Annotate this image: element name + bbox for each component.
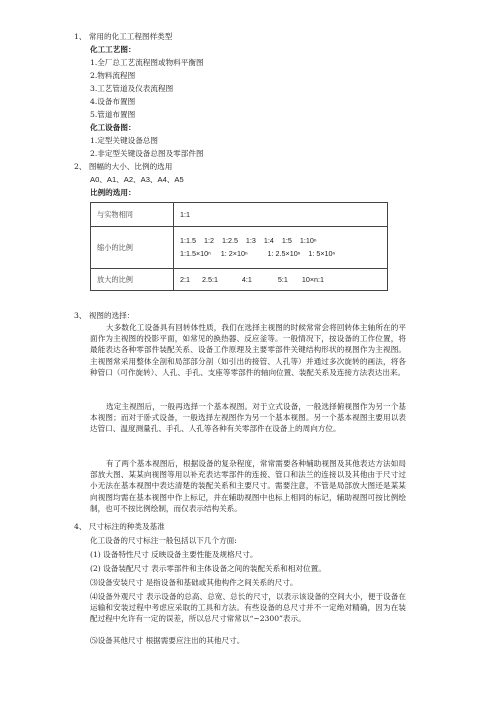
process-item: 2.物料流程图 [90,71,136,80]
process-item: 5.管道布置图 [90,110,136,119]
paragraph: 大多数化工设备具有回转体性质，我们在选择主视图的时候常常会将回转体主轴所在的平面作为主视图的投影平面，如常见的换热器、反应釜等。一般情况下，按设备的工作位置，将最能表达各种零部件装配关系、设备工作原理及主要零部件关键结构形状的视图作为主视图。主视图常采用整体全剖和局部部分剖（如引出的接管、人孔等）并通过多次旋转的画法，将各种管口（可作旋转）、人孔、手孔、支座等零部件的轴向位置、装配关系及连接方法表达出来。 [90,323,406,377]
section-3-heading: 3、 视图的选择： [74,311,135,320]
section-4-heading: 4、 尺寸标注的种类及基准 [74,522,165,531]
list-item: ⑸设备其他尺寸 根据需要应注出的其他尺寸。 [90,636,245,645]
list-item: ⑷设备外观尺寸 表示设备的总高、总宽、总长的尺寸，以表示该设备的空间大小，便于设备在运输和安装过程中考虑应采取的工具和方法。有些设备的总尺寸并不一定绝对精确，因为在装配过程中允许有一定的误差，所以总尺寸常常以“~2300”表示。 [90,592,406,624]
table-row [91,269,388,291]
value-line: 1:1.5 1:2 1:2.5 1:3 1:4 1:5 1:10ⁿ [180,236,317,245]
row-values [174,203,388,227]
table-row [91,227,388,269]
list-item: ⑶设备安装尺寸 是指设备和基础或其他构件之间关系的尺寸。 [90,578,298,587]
paper-sizes: A0、A1、A2、A3、A4、A5 [90,175,184,184]
row-label: 与实物相同 [91,203,174,227]
row-values [174,269,388,291]
section-4-intro: 化工设备的尺寸标注一般包括以下几个方面: [90,536,237,545]
row-label: 缩小的比例 [91,227,174,269]
section-1-heading: 1、 常用的化工工程图样类型 [74,32,173,41]
section-2-heading: 2、 图幅的大小、比例的选用 [74,162,173,171]
table-row [91,203,388,227]
value-line: 1:1.5×10ⁿ 1: 2×10ⁿ 1: 2.5×10ⁿ 1: 5×10ⁿ [180,249,336,258]
equipment-drawings-title: 化工设备图： [90,123,136,132]
process-drawings-title: 化工工艺图： [90,45,136,54]
process-item: 1.全厂总工艺流程图或物料平衡图 [90,58,204,67]
value-line: 1:1 [180,209,190,219]
paragraph: 有了两个基本视图后，根据设备的复杂程度，常常需要各种辅助视图及其他表达方法如局部放大图、某某向视图等用以补充表达零部件的连接、管口和法兰的连接以及其他由于尺寸过小无法在基本视图中表达清楚的装配关系和主要尺寸。需要注意，不管是局部放大图还是某某向视图均需在基本视图中作上标记，并在辅助视图中也标上相同的标记，辅助视图可按比例绘制，也可不按比例绘制，而仅表示结构关系。 [90,459,406,513]
list-item: (1) 设备特性尺寸 反映设备主要性能及规格尺寸。 [90,550,258,559]
equipment-item: 2.非定型关键设备总图及零部件图 [90,149,204,158]
process-item: 4.设备布置图 [90,97,136,106]
equipment-item: 1.定型关键设备总图 [90,136,158,145]
row-label: 放大的比例 [91,269,174,291]
paragraph: 选定主视图后，一般再选择一个基本视图。对于立式设备，一般选择俯视图作为另一个基本视图；而对于卧式设备，一般选择左视图作为另一个基本视图。另一个基本视图主要用以表达管口、温度测量孔、手孔、人孔等各种有关零部件在设备上的周向方位。 [90,402,406,434]
process-item: 3.工艺管道及仪表流程图 [90,84,174,93]
row-values [174,227,388,269]
scale-table [90,202,388,291]
value-line: 2:1 2.5:1 4:1 5:1 10×n:1 [180,274,325,284]
ratio-title: 比例的选用： [90,188,136,197]
list-item: (2) 设备装配尺寸 表示零部件和主体设备之间的装配关系和相对位置。 [90,564,326,573]
